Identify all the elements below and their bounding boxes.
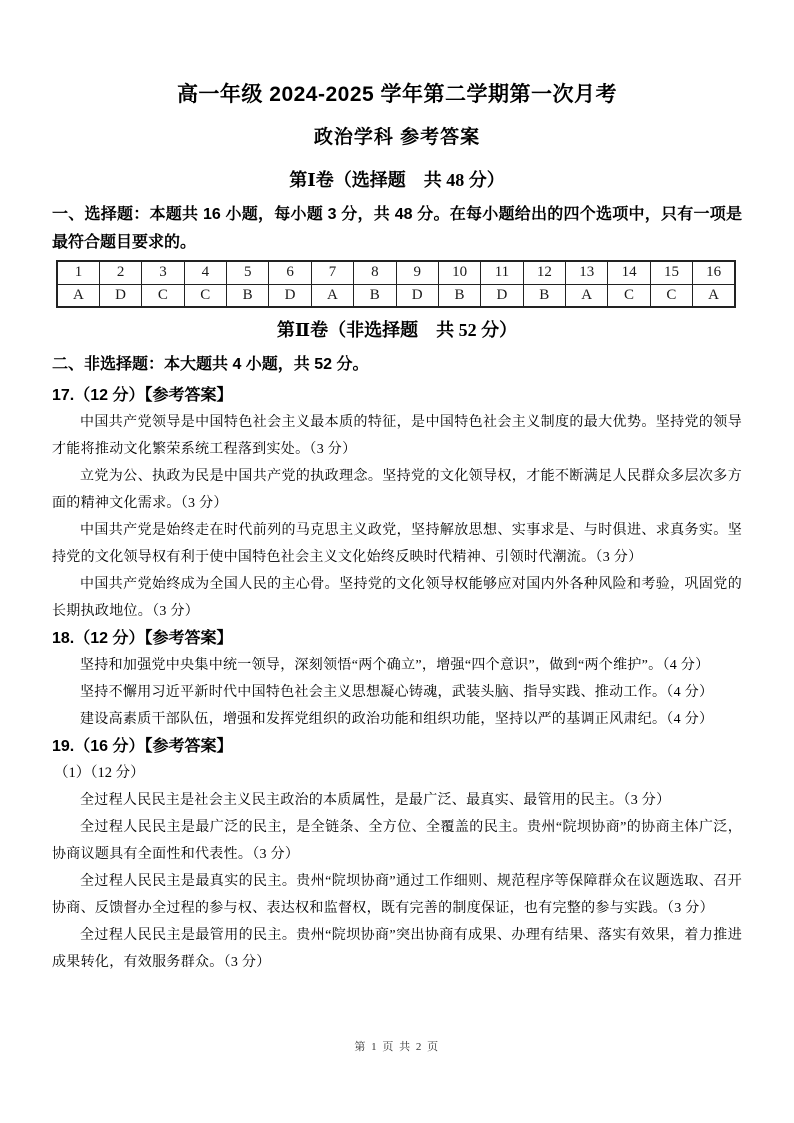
answer-table-number-row xyxy=(57,261,735,284)
answer-paragraph: 全过程人民民主是最真实的民主。贵州“院坝协商”通过工作细则、规范程序等保障群众在议题选取、召开协商、反馈督办全过程的参与权、表达权和监督权，既有完善的制度保证，也有完整的参与实践。（3 分） xyxy=(52,874,742,916)
answer-letter-cell: D xyxy=(269,284,311,307)
answer-letter-cell: C xyxy=(142,284,184,307)
answer-number-cell: 2 xyxy=(99,261,141,284)
questions-section xyxy=(52,382,742,976)
answer-letter-cell: A xyxy=(693,284,735,307)
part1-heading: 第Ⅰ卷（选择题 共 48 分） xyxy=(289,170,505,190)
answer-number-cell: 12 xyxy=(523,261,565,284)
answer-paragraph: 全过程人民民主是最管用的民主。贵州“院坝协商”突出协商有成果、办理有结果、落实有效果，着力推进成果转化，有效服务群众。（3 分） xyxy=(52,928,742,970)
answer-number-cell: 7 xyxy=(311,261,353,284)
answer-number-cell: 11 xyxy=(481,261,523,284)
answer-letter-cell: B xyxy=(354,284,396,307)
answer-paragraph: 全过程人民民主是社会主义民主政治的本质属性，是最广泛、最真实、最管用的民主。（3 分） xyxy=(80,793,671,808)
answer-letter-cell: D xyxy=(99,284,141,307)
question-block xyxy=(52,625,742,733)
answer-table xyxy=(56,260,736,308)
answer-letter-cell: B xyxy=(227,284,269,307)
answer-letter-cell: C xyxy=(650,284,692,307)
answer-number-cell: 10 xyxy=(438,261,480,284)
answer-letter-cell: D xyxy=(396,284,438,307)
page-footer: 第 1 页 共 2 页 xyxy=(354,1041,440,1053)
answer-paragraph: 建设高素质干部队伍，增强和发挥党组织的政治功能和组织功能，坚持以严的基调正风肃纪。（4 分） xyxy=(80,712,714,727)
answer-number-cell: 16 xyxy=(693,261,735,284)
answer-number-cell: 13 xyxy=(566,261,608,284)
answer-letter-cell: C xyxy=(608,284,650,307)
answer-number-cell: 5 xyxy=(227,261,269,284)
answer-letter-cell: A xyxy=(311,284,353,307)
part2-instruction: 二、非选择题：本大题共 4 小题，共 52 分。 xyxy=(52,356,369,373)
answer-number-cell: 9 xyxy=(396,261,438,284)
part2-heading: 第Ⅱ卷（非选择题 共 52 分） xyxy=(276,320,518,340)
answer-paragraph: 坚持和加强党中央集中统一领导，深刻领悟“两个确立”，增强“四个意识”，做到“两个维护”。（4 分） xyxy=(80,658,710,673)
answer-letter-cell: B xyxy=(438,284,480,307)
answer-paragraph: 全过程人民民主是最广泛的民主，是全链条、全方位、全覆盖的民主。贵州“院坝协商”的协商主体广泛，协商议题具有全面性和代表性。（3 分） xyxy=(52,820,742,862)
answer-paragraph: 中国共产党始终成为全国人民的主心骨。坚持党的文化领导权能够应对国内外各种风险和考验，巩固党的长期执政地位。（3 分） xyxy=(52,577,742,619)
answer-number-cell: 8 xyxy=(354,261,396,284)
answer-number-cell: 15 xyxy=(650,261,692,284)
part1-instruction: 一、选择题：本题共 16 小题，每小题 3 分，共 48 分。在每小题给出的四个选项中，只有一项是最符合题目要求的。 xyxy=(52,206,742,251)
answer-paragraph: 坚持不懈用习近平新时代中国特色社会主义思想凝心铸魂，武装头脑、指导实践、推动工作。（4 分） xyxy=(80,685,714,700)
question-label: 19.（16 分）【参考答案】 xyxy=(52,738,233,755)
answer-paragraph: 中国共产党是始终走在时代前列的马克思主义政党，坚持解放思想、实事求是、与时俱进、求真务实。坚持党的文化领导权有利于使中国特色社会主义文化始终反映时代精神、引领时代潮流。（3 分） xyxy=(52,523,742,565)
answer-number-cell: 3 xyxy=(142,261,184,284)
answer-number-cell: 1 xyxy=(57,261,99,284)
exam-subtitle: 政治学科 参考答案 xyxy=(313,127,481,148)
answer-letter-cell: A xyxy=(57,284,99,307)
answer-letter-cell: D xyxy=(481,284,523,307)
question-label: 18.（12 分）【参考答案】 xyxy=(52,630,233,647)
question-block xyxy=(52,733,742,976)
answer-paragraph: 立党为公、执政为民是中国共产党的执政理念。坚持党的文化领导权，才能不断满足人民群众多层次多方面的精神文化需求。（3 分） xyxy=(52,469,742,511)
question-block xyxy=(52,382,742,625)
answer-table-letter-row xyxy=(57,284,735,307)
question-label: 17.（12 分）【参考答案】 xyxy=(52,387,233,404)
question-sublabel: （1）（12 分） xyxy=(54,765,145,781)
answer-number-cell: 14 xyxy=(608,261,650,284)
answer-letter-cell: A xyxy=(566,284,608,307)
exam-title: 高一年级 2024-2025 学年第二学期第一次月考 xyxy=(176,83,618,106)
answer-number-cell: 4 xyxy=(184,261,226,284)
answer-paragraph: 中国共产党领导是中国特色社会主义最本质的特征，是中国特色社会主义制度的最大优势。坚持党的领导才能将推动文化繁荣系统工程落到实处。（3 分） xyxy=(52,415,742,457)
answer-number-cell: 6 xyxy=(269,261,311,284)
answer-letter-cell: B xyxy=(523,284,565,307)
answer-letter-cell: C xyxy=(184,284,226,307)
